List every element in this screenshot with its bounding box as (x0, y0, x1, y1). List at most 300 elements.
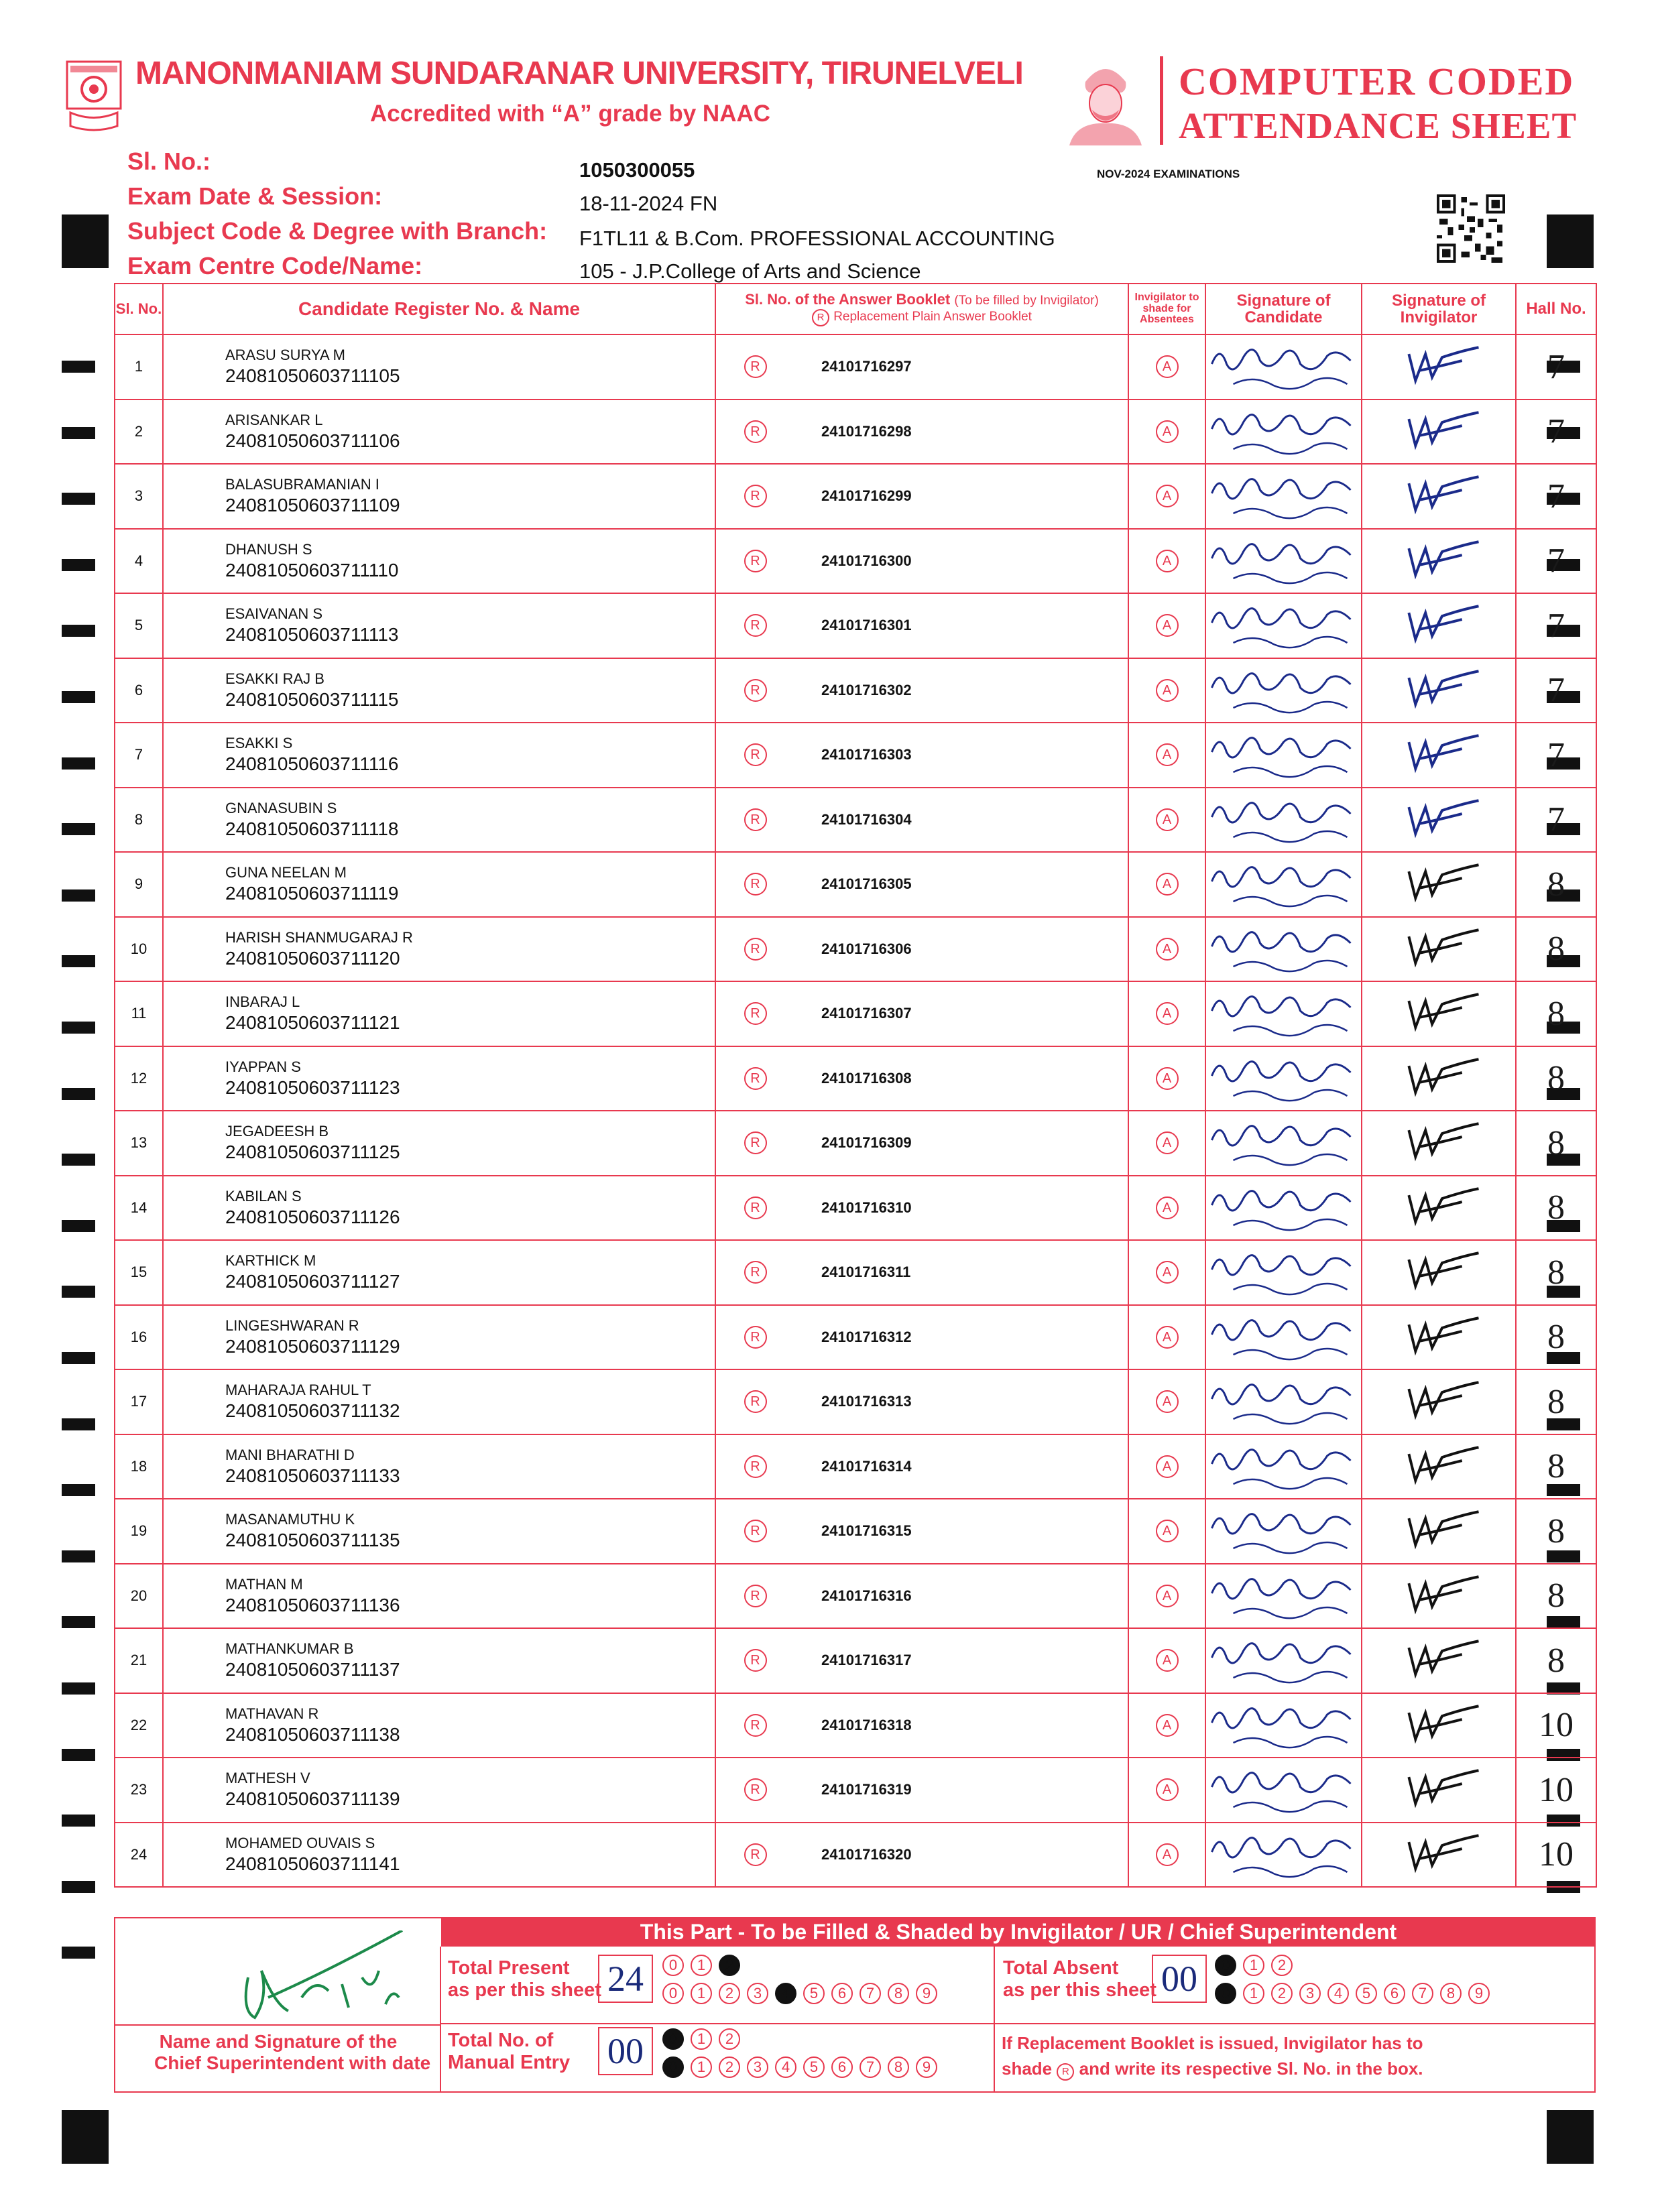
candidate-signature (1205, 334, 1362, 400)
digit-bubble[interactable]: 3 (747, 2056, 768, 2078)
absent-a-icon[interactable]: A (1156, 1261, 1179, 1284)
absent-a-icon[interactable]: A (1156, 1326, 1179, 1349)
invigilator-signature-ink (1362, 596, 1515, 655)
manual-count-box[interactable]: 00 (598, 2027, 653, 2075)
candidate-cell (163, 1176, 715, 1241)
absent-a-icon[interactable]: A (1156, 550, 1179, 572)
hall-number: 10 (1516, 1758, 1596, 1823)
candidate-name: LINGESHWARAN R (225, 1316, 359, 1334)
absent-a-icon[interactable]: A (1156, 873, 1179, 896)
digit-bubble[interactable]: 3 (1299, 1983, 1321, 2004)
row-sl: 17 (115, 1369, 163, 1434)
replacement-bubble-cell[interactable] (715, 1693, 794, 1758)
register-number: 24081050603711141 (225, 1853, 400, 1874)
candidate-signature-ink (1206, 1566, 1361, 1625)
timing-mark (62, 1616, 95, 1628)
accreditation-line: Accredited with “A” grade by NAAC (370, 101, 771, 127)
booklet-number: 24101716314 (794, 1434, 1128, 1499)
replacement-r-icon[interactable]: R (744, 1002, 767, 1025)
replacement-r-icon[interactable]: R (744, 485, 767, 507)
candidate-signature-ink (1206, 1760, 1361, 1819)
absent-a-icon[interactable]: A (1156, 743, 1179, 766)
manual-label-2: Manual Entry (448, 2052, 571, 2074)
timing-mark (62, 2110, 109, 2164)
absent-a-icon[interactable]: A (1156, 1196, 1179, 1219)
table-row (115, 529, 1596, 594)
invigilator-signature-ink (1362, 1437, 1515, 1496)
absent-bubble-cell[interactable] (1128, 852, 1205, 917)
absent-bubble-cell[interactable] (1128, 788, 1205, 853)
invigilator-signature (1362, 400, 1516, 465)
row-sl: 22 (115, 1693, 163, 1758)
candidate-name: MAHARAJA RAHUL T (225, 1381, 371, 1399)
register-number: 24081050603711119 (225, 883, 399, 904)
register-number: 24081050603711113 (225, 624, 399, 646)
timing-mark (62, 625, 95, 637)
digit-bubble[interactable]: 8 (1440, 1983, 1462, 2004)
digit-bubble[interactable]: 6 (831, 2056, 853, 2078)
digit-bubble[interactable]: 5 (1356, 1983, 1377, 2004)
candidate-cell (163, 723, 715, 788)
digit-bubble[interactable]: 3 (747, 1983, 768, 2004)
invigilator-signature (1362, 1628, 1516, 1693)
absent-a-icon[interactable]: A (1156, 420, 1179, 443)
replacement-bubble-cell[interactable] (715, 1176, 794, 1241)
digit-bubble[interactable]: 8 (888, 2056, 909, 2078)
replacement-r-icon[interactable]: R (744, 355, 767, 378)
table-row (115, 1240, 1596, 1305)
hall-number: 8 (1516, 1176, 1596, 1241)
table-row (115, 464, 1596, 529)
invigilator-signature (1362, 1111, 1516, 1176)
absent-a-icon[interactable]: A (1156, 355, 1179, 378)
absent-bubble-cell[interactable] (1128, 593, 1205, 658)
register-number: 24081050603711125 (225, 1142, 400, 1163)
candidate-signature-ink (1206, 596, 1361, 655)
candidate-signature (1205, 1434, 1362, 1499)
table-row (115, 400, 1596, 465)
candidate-signature-ink (1206, 532, 1361, 591)
invigilator-signature-ink (1362, 790, 1515, 849)
booklet-number: 24101716307 (794, 981, 1128, 1046)
timing-mark (62, 493, 95, 505)
absent-bubble-cell[interactable] (1128, 723, 1205, 788)
replacement-bubble-cell[interactable] (715, 593, 794, 658)
digit-bubble[interactable]: 7 (859, 1983, 881, 2004)
absent-a-icon[interactable]: A (1156, 679, 1179, 702)
booklet-number: 24101716299 (794, 464, 1128, 529)
candidate-signature (1205, 1499, 1362, 1564)
candidate-signature-ink (1206, 920, 1361, 979)
replacement-bubble-cell[interactable] (715, 1564, 794, 1629)
booklet-number: 24101716303 (794, 723, 1128, 788)
replacement-r-icon[interactable]: R (744, 679, 767, 702)
absent-bubble-cell[interactable] (1128, 1176, 1205, 1241)
digit-bubble[interactable]: 4 (775, 2056, 796, 2078)
replacement-r-icon[interactable]: R (744, 1196, 767, 1219)
digit-bubble[interactable]: 0 (662, 1983, 684, 2004)
absent-bubble-cell[interactable] (1128, 981, 1205, 1046)
hall-number: 8 (1516, 1564, 1596, 1629)
invigilator-signature-ink (1362, 920, 1515, 979)
absent-a-icon[interactable]: A (1156, 1778, 1179, 1801)
invigilator-signature (1362, 464, 1516, 529)
digit-bubble[interactable]: 2 (719, 2056, 740, 2078)
absent-bubble-cell[interactable] (1128, 1628, 1205, 1693)
booklet-number: 24101716302 (794, 658, 1128, 723)
replacement-bubble-cell[interactable] (715, 981, 794, 1046)
row-sl: 5 (115, 593, 163, 658)
replacement-bubble-cell[interactable] (715, 464, 794, 529)
candidate-name: BALASUBRAMANIAN I (225, 476, 379, 493)
digit-bubble[interactable]: 0 (1215, 1983, 1236, 2004)
invigilator-signature (1362, 917, 1516, 982)
hall-number: 8 (1516, 917, 1596, 982)
digit-bubble[interactable]: 9 (1468, 1983, 1490, 2004)
absent-bubble-cell[interactable] (1128, 1111, 1205, 1176)
row-sl: 21 (115, 1628, 163, 1693)
register-number: 24081050603711116 (225, 753, 399, 775)
register-number: 24081050603711127 (225, 1271, 400, 1292)
invigilator-signature (1362, 1823, 1516, 1888)
absent-bubble-cell[interactable] (1128, 1046, 1205, 1111)
absent-bubble-cell[interactable] (1128, 1499, 1205, 1564)
replacement-r-icon[interactable]: R (744, 1843, 767, 1866)
candidate-signature-ink (1206, 337, 1361, 396)
absent-a-icon[interactable]: A (1156, 938, 1179, 961)
hall-number: 8 (1516, 981, 1596, 1046)
register-number: 24081050603711120 (225, 947, 400, 969)
digit-bubble[interactable]: 6 (831, 1983, 853, 2004)
absent-a-icon[interactable]: A (1156, 1714, 1179, 1737)
replacement-bubble-cell[interactable] (715, 1046, 794, 1111)
digit-bubble[interactable]: 5 (803, 2056, 825, 2078)
replacement-bubble-cell[interactable] (715, 1628, 794, 1693)
absent-bubble-cell[interactable] (1128, 1305, 1205, 1370)
col-header-sig-candidate: Signature of Candidate (1205, 284, 1362, 334)
digit-bubble[interactable]: 0 (662, 2056, 684, 2078)
hall-number: 7 (1516, 334, 1596, 400)
sheet-title-line1: COMPUTER CODED (1179, 60, 1575, 103)
hall-number: 8 (1516, 1111, 1596, 1176)
table-row (115, 1693, 1596, 1758)
digit-bubble[interactable]: 2 (1271, 1955, 1293, 1976)
invigilator-signature (1362, 1369, 1516, 1434)
replacement-r-icon[interactable]: R (744, 1326, 767, 1349)
absent-bubble-cell[interactable] (1128, 1758, 1205, 1823)
founder-portrait (1063, 55, 1148, 145)
absent-a-icon[interactable]: A (1156, 1649, 1179, 1672)
table-row (115, 1111, 1596, 1176)
booklet-number: 24101716305 (794, 852, 1128, 917)
register-number: 24081050603711135 (225, 1530, 400, 1551)
replacement-bubble-cell[interactable] (715, 658, 794, 723)
absent-bubble-cell[interactable] (1128, 1693, 1205, 1758)
subject-label: Subject Code & Degree with Branch: (127, 217, 548, 245)
hall-number: 7 (1516, 464, 1596, 529)
col-header-candidate: Candidate Register No. & Name (163, 284, 715, 334)
invigilator-signature-ink (1362, 1696, 1515, 1755)
candidate-signature (1205, 1176, 1362, 1241)
absent-a-icon[interactable]: A (1156, 1067, 1179, 1090)
replacement-r-icon[interactable]: R (744, 1131, 767, 1154)
digit-bubble[interactable]: 1 (691, 2028, 712, 2050)
replacement-bubble-cell[interactable] (715, 1499, 794, 1564)
absent-a-icon[interactable]: A (1156, 808, 1179, 831)
candidate-signature-ink (1206, 855, 1361, 914)
replacement-r-icon[interactable]: R (744, 1649, 767, 1672)
absent-a-icon[interactable]: A (1156, 1585, 1179, 1607)
absent-bubble-cell[interactable] (1128, 658, 1205, 723)
digit-bubble[interactable]: 5 (803, 1983, 825, 2004)
digit-bubble[interactable]: 9 (916, 1983, 937, 2004)
digit-bubble[interactable]: 4 (1327, 1983, 1349, 2004)
digit-bubble[interactable]: 0 (1215, 1955, 1236, 1976)
invigilator-signature (1362, 1176, 1516, 1241)
absent-bubble-cell[interactable] (1128, 917, 1205, 982)
replacement-bubble-cell[interactable] (715, 1305, 794, 1370)
absent-a-icon[interactable]: A (1156, 1390, 1179, 1413)
invigilator-signature (1362, 1693, 1516, 1758)
replacement-r-icon[interactable]: R (744, 1714, 767, 1737)
replacement-bubble-cell[interactable] (715, 1111, 794, 1176)
centre-label: Exam Centre Code/Name: (127, 252, 423, 280)
candidate-cell (163, 593, 715, 658)
candidate-name: MANI BHARATHI D (225, 1446, 355, 1463)
absent-bubble-cell[interactable] (1128, 529, 1205, 594)
register-number: 24081050603711133 (225, 1465, 400, 1486)
timing-mark (62, 691, 95, 703)
replacement-bubble-cell[interactable] (715, 1240, 794, 1305)
absent-bubble-cell[interactable] (1128, 1823, 1205, 1888)
invigilator-signature (1362, 1305, 1516, 1370)
candidate-signature-ink (1206, 1178, 1361, 1237)
digit-bubble[interactable]: 4 (775, 1983, 796, 2004)
replacement-note-2b: and write its respective Sl. No. in the box. (1079, 2058, 1423, 2079)
row-sl: 8 (115, 788, 163, 853)
hall-number: 8 (1516, 1369, 1596, 1434)
digit-bubble[interactable]: 7 (1412, 1983, 1433, 2004)
candidate-cell (163, 1693, 715, 1758)
absent-a-icon[interactable]: A (1156, 1002, 1179, 1025)
digit-bubble[interactable]: 6 (1384, 1983, 1405, 2004)
replacement-r-icon[interactable]: R (744, 1261, 767, 1284)
digit-bubble[interactable]: 0 (662, 2028, 684, 2050)
exam-date-value: 18-11-2024 FN (579, 192, 718, 215)
booklet-number: 24101716298 (794, 400, 1128, 465)
digit-bubble[interactable]: 1 (691, 2056, 712, 2078)
qr-code (1437, 194, 1505, 263)
candidate-name: MOHAMED OUVAIS S (225, 1834, 375, 1851)
digit-bubble[interactable]: 2 (719, 1983, 740, 2004)
candidate-cell (163, 1823, 715, 1888)
register-number: 24081050603711109 (225, 495, 400, 516)
hall-number: 7 (1516, 593, 1596, 658)
candidate-signature-ink (1206, 984, 1361, 1043)
replacement-bubble-cell[interactable] (715, 334, 794, 400)
candidate-name: ARASU SURYA M (225, 347, 345, 364)
invigilator-signature (1362, 788, 1516, 853)
invigilator-signature (1362, 1046, 1516, 1111)
timing-mark (62, 889, 95, 902)
table-row (115, 334, 1596, 400)
absent-a-icon[interactable]: A (1156, 1131, 1179, 1154)
replacement-r-icon[interactable]: R (744, 938, 767, 961)
table-row (115, 1434, 1596, 1499)
replacement-bubble-cell[interactable] (715, 788, 794, 853)
candidate-signature-ink (1206, 725, 1361, 784)
timing-mark (1547, 214, 1594, 268)
candidate-signature (1205, 788, 1362, 853)
register-number: 24081050603711126 (225, 1206, 400, 1227)
candidate-signature (1205, 1046, 1362, 1111)
timing-mark (62, 1022, 95, 1034)
present-ones-bubbles (662, 1983, 937, 2004)
booklet-number: 24101716297 (794, 334, 1128, 400)
replacement-bubble-cell[interactable] (715, 723, 794, 788)
absent-ones-bubbles (1215, 1983, 1490, 2004)
timing-mark (62, 757, 95, 770)
replacement-r-icon[interactable]: R (744, 1455, 767, 1478)
hall-number: 7 (1516, 400, 1596, 465)
replacement-note-2a: shade (1002, 2058, 1053, 2079)
candidate-signature (1205, 400, 1362, 465)
candidate-signature (1205, 1240, 1362, 1305)
replacement-bubble-cell[interactable] (715, 852, 794, 917)
replacement-bubble-cell[interactable] (715, 1758, 794, 1823)
digit-bubble[interactable]: 2 (719, 2028, 740, 2050)
replacement-r-icon[interactable]: R (744, 614, 767, 637)
exam-date-label: Exam Date & Session: (127, 182, 383, 210)
absent-a-icon[interactable]: A (1156, 1843, 1179, 1866)
replacement-bubble-cell[interactable] (715, 1434, 794, 1499)
digit-bubble[interactable]: 9 (916, 2056, 937, 2078)
candidate-name: KABILAN S (225, 1187, 302, 1205)
candidate-name: IYAPPAN S (225, 1058, 301, 1075)
candidate-signature-ink (1206, 661, 1361, 720)
candidate-signature (1205, 1564, 1362, 1629)
absent-count-box[interactable]: 00 (1152, 1955, 1207, 2003)
digit-bubble[interactable]: 1 (1243, 1983, 1264, 2004)
replacement-r-icon[interactable]: R (744, 420, 767, 443)
timing-mark (1547, 2110, 1594, 2164)
absent-label (1003, 1957, 1157, 2002)
timing-mark (62, 1881, 95, 1893)
absent-bubble-cell[interactable] (1128, 1369, 1205, 1434)
absent-bubble-cell[interactable] (1128, 464, 1205, 529)
register-number: 24081050603711139 (225, 1788, 400, 1810)
replacement-bubble-cell[interactable] (715, 917, 794, 982)
register-number: 24081050603711138 (225, 1723, 400, 1745)
invigilator-signature-ink (1362, 1372, 1515, 1431)
booklet-number: 24101716300 (794, 529, 1128, 594)
table-row (115, 658, 1596, 723)
candidate-signature (1205, 723, 1362, 788)
booklet-header-main: Sl. No. of the Answer Booklet (745, 291, 951, 308)
candidate-cell (163, 1369, 715, 1434)
replacement-r-icon[interactable]: R (744, 873, 767, 896)
digit-bubble[interactable]: 1 (691, 1983, 712, 2004)
hall-number: 7 (1516, 529, 1596, 594)
timing-mark (62, 559, 95, 571)
digit-bubble[interactable]: 8 (888, 1983, 909, 2004)
absent-bubble-cell[interactable] (1128, 1434, 1205, 1499)
absent-a-icon[interactable]: A (1156, 485, 1179, 507)
table-row (115, 1305, 1596, 1370)
manual-ones-bubbles (662, 2056, 937, 2078)
absent-label-1: Total Absent (1003, 1957, 1119, 1979)
booklet-number: 24101716301 (794, 593, 1128, 658)
digit-bubble[interactable]: 2 (719, 1955, 740, 1976)
absent-bubble-cell[interactable] (1128, 334, 1205, 400)
hall-number: 8 (1516, 1628, 1596, 1693)
present-label-2: as per this sheet (448, 1979, 601, 2002)
absent-a-icon[interactable]: A (1156, 1455, 1179, 1478)
invigilator-signature (1362, 1240, 1516, 1305)
candidate-cell (163, 788, 715, 853)
manual-tens-bubbles (662, 2028, 740, 2050)
absent-a-icon[interactable]: A (1156, 1520, 1179, 1542)
replacement-r-icon[interactable]: R (744, 743, 767, 766)
row-sl: 14 (115, 1176, 163, 1241)
replacement-bubble-cell[interactable] (715, 1823, 794, 1888)
absent-a-icon[interactable]: A (1156, 614, 1179, 637)
present-count-box[interactable]: 24 (598, 1955, 653, 2003)
timing-mark (62, 823, 95, 835)
candidate-name: KARTHICK M (225, 1252, 316, 1270)
replacement-r-icon[interactable]: R (744, 1390, 767, 1413)
divider (440, 1947, 441, 2093)
digit-bubble[interactable]: 7 (859, 2056, 881, 2078)
invigilator-signature-ink (1362, 855, 1515, 914)
replacement-r-icon[interactable]: R (744, 550, 767, 572)
replacement-bubble-cell[interactable] (715, 529, 794, 594)
replacement-r-icon[interactable]: R (744, 1520, 767, 1542)
chief-label-2: Chief Superintendent with date (154, 2052, 431, 2074)
replacement-r-icon[interactable]: R (744, 1067, 767, 1090)
candidate-name: MATHESH V (225, 1770, 310, 1787)
candidate-signature (1205, 1111, 1362, 1176)
replacement-r-icon[interactable]: R (744, 1778, 767, 1801)
digit-bubble[interactable]: 1 (691, 1955, 712, 1976)
absent-bubble-cell[interactable] (1128, 1564, 1205, 1629)
invigilator-signature (1362, 981, 1516, 1046)
candidate-cell (163, 529, 715, 594)
candidate-signature (1205, 1758, 1362, 1823)
candidate-signature-ink (1206, 1372, 1361, 1431)
candidate-cell (163, 1111, 715, 1176)
digit-bubble[interactable]: 2 (1271, 1983, 1293, 2004)
absent-bubble-cell[interactable] (1128, 1240, 1205, 1305)
booklet-number: 24101716308 (794, 1046, 1128, 1111)
timing-mark (62, 427, 95, 439)
row-sl: 13 (115, 1111, 163, 1176)
replacement-bubble-cell[interactable] (715, 400, 794, 465)
booklet-number: 24101716318 (794, 1693, 1128, 1758)
booklet-number: 24101716304 (794, 788, 1128, 853)
row-sl: 6 (115, 658, 163, 723)
col-header-sig-invigilator: Signature of Invigilator (1362, 284, 1516, 334)
replacement-bubble-cell[interactable] (715, 1369, 794, 1434)
invigilator-signature-ink (1362, 1631, 1515, 1690)
digit-bubble[interactable]: 1 (1243, 1955, 1264, 1976)
digit-bubble[interactable]: 0 (662, 1955, 684, 1976)
candidate-name: INBARAJ L (225, 993, 300, 1011)
replacement-r-icon[interactable]: R (744, 1585, 767, 1607)
replacement-r-icon[interactable]: R (744, 808, 767, 831)
absent-bubble-cell[interactable] (1128, 400, 1205, 465)
centre-value: 105 - J.P.College of Arts and Science (579, 259, 921, 283)
